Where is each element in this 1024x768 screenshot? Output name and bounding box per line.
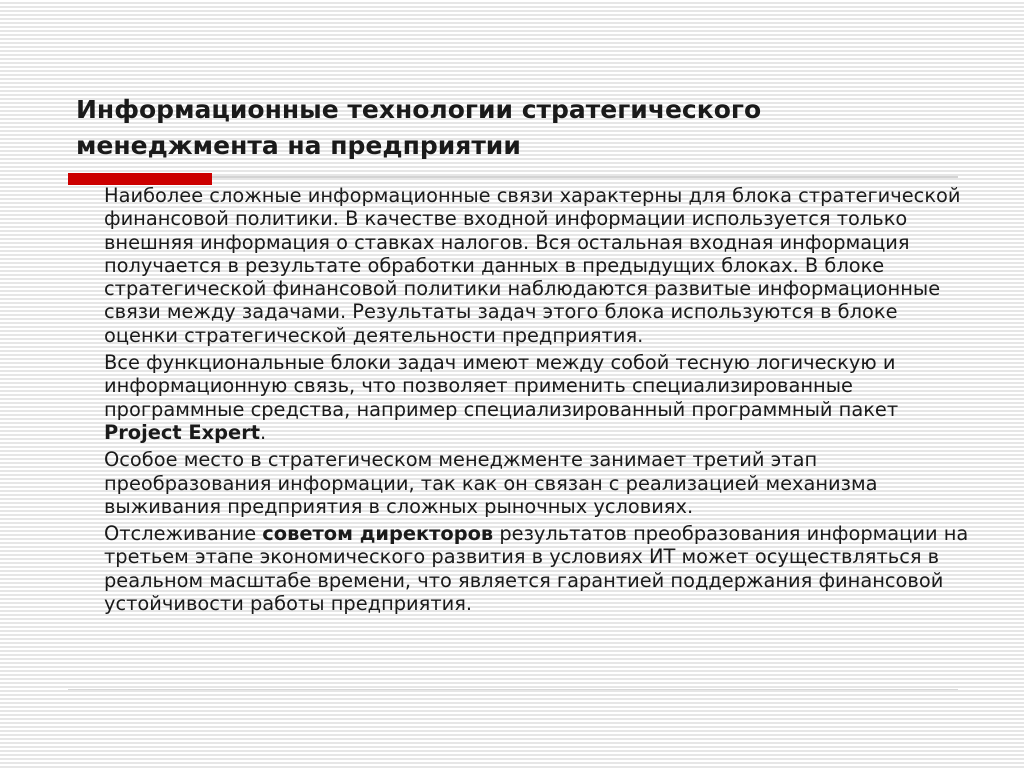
bottom-rule (68, 689, 958, 690)
paragraph-text: Особое место в стратегическом менеджменте занимает третий этап преобразования информации, так как он связан с реализацией механизма выживания предприятия в сложных рыночных условиях. (104, 448, 878, 518)
paragraph-text-end: . (260, 420, 267, 444)
paragraph-text: Наиболее сложные информационные связи характерны для блока стратегической финансовой политики. В качестве входной информации используется только внешняя информация о ставках налогов. Вся остальная входная информация получается в результате обработки данных в предыдущих блоках. В блоке стратегической финансовой политики наблюдаются развитые информационные связи между задачами. Результаты задач этого блока используются в блоке оценки стратегической деятельности предприятия. (104, 184, 961, 347)
paragraph-text: Все функциональные блоки задач имеют между собой тесную логическую и информационную связь, что позволяет применить специализированные программные средства, например специализированный программный пакет (104, 351, 899, 421)
project-expert-term: Project Expert (104, 420, 261, 444)
board-of-directors-term: советом директоров (262, 522, 494, 546)
slide-title: Информационные технологии стратегического менеджмента на предприятии (76, 95, 762, 160)
paragraph-functional-blocks (104, 351, 974, 444)
paragraph-board-monitoring (104, 522, 974, 615)
paragraph-third-stage (104, 448, 974, 518)
title-underline (212, 176, 958, 178)
paragraph-text-end: результатов преобразования информации на третьем этапе экономического развития в условиях ИТ может осуществляться в реальном масштабе времени, что является гарантией поддержания финансовой устойчивости работы предприятия. (104, 522, 969, 616)
slide-body (104, 184, 974, 619)
paragraph-text: Отслеживание (104, 522, 263, 546)
paragraph-financial-policy (104, 184, 974, 347)
